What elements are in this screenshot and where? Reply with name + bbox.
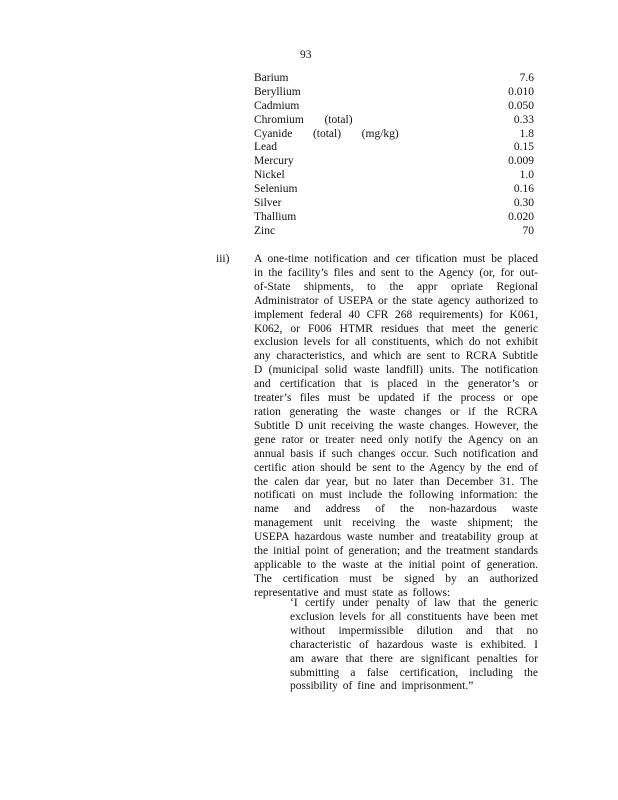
table-row [254, 100, 534, 114]
constituent-value: 1.0 [519, 169, 534, 182]
constituent-name: Zinc [254, 224, 276, 237]
constituent-value: 0.30 [513, 197, 534, 210]
constituent-name: Lead [254, 141, 277, 154]
constituent-name: Nickel [254, 169, 285, 182]
constituent-name: Chromium (total) [254, 113, 353, 126]
constituent-name: Cyanide (total) (mg/kg) [254, 127, 399, 140]
constituent-value: 0.010 [508, 85, 534, 98]
section-marker: iii) [216, 253, 230, 265]
table-row [254, 197, 534, 211]
table-row [254, 128, 534, 142]
certification-quote: ‘I certify under penalty of law that the generic exclusion levels for all constituents have been met without impermissible dilution and that no characteristic of hazardous waste is exhibited. I am aware that there are significant penalties for submitting a false certification, including the possibility of fine and imprisonment.” [290, 597, 538, 693]
constituent-value: 0.33 [513, 113, 534, 126]
table-row [254, 225, 534, 239]
constituent-value: 0.020 [508, 210, 534, 223]
section-paragraph: A one-time notification and cer tification must be placed in the facility’s files and sent to the Agency (or, for out-of-State shipments, to the appr opriate Regional Administrator of USEPA or the state agency authorized to implement federal 40 CFR 268 requirements) for K061, K062, or F006 HTMR residues that meet the generic exclusion levels for all constituents, which do not exhibit any characteristics, and which are sent to RCRA Subtitle D (municipal solid waste landfill) units. The notification and certification that is placed in the generator’s or treater’s files must be updated if the process or ope ration generating the waste changes or if the RCRA Subtitle D unit receiving the waste changes. However, the gene rator or treater need only notify the Agency on an annual basis if such changes occur. Such notification and certific ation should be sent to the Agency by the end of the calen dar year, but no later than December 31. The notificati on must include the following information: the name and address of the non-hazardous waste management unit receiving the waste shipment; the USEPA hazardous waste number and treatability group at the initial point of generation; and the treatment standards applicable to the waste at the initial point of generation. The certification must be signed by an authorized representative and must state as follows: [254, 253, 538, 599]
exclusion-levels-table [254, 72, 534, 239]
constituent-name: Barium [254, 72, 289, 84]
table-row [254, 114, 534, 128]
page-number: 93 [300, 49, 312, 61]
table-row [254, 169, 534, 183]
constituent-value: 0.15 [513, 141, 534, 154]
constituent-name: Thallium [254, 210, 297, 223]
constituent-name: Mercury [254, 155, 294, 168]
constituent-value: 0.050 [508, 99, 534, 112]
table-row [254, 72, 534, 86]
constituent-value: 7.6 [519, 72, 534, 84]
table-row [254, 155, 534, 169]
table-row [254, 141, 534, 155]
constituent-name: Silver [254, 197, 282, 210]
constituent-value: 70 [522, 224, 534, 237]
constituent-name: Selenium [254, 183, 298, 196]
constituent-name: Cadmium [254, 99, 300, 112]
table-row [254, 183, 534, 197]
constituent-value: 0.16 [513, 183, 534, 196]
table-row [254, 86, 534, 100]
constituent-name: Beryllium [254, 85, 301, 98]
constituent-value: 0.009 [508, 155, 534, 168]
table-row [254, 211, 534, 225]
constituent-value: 1.8 [519, 127, 534, 140]
